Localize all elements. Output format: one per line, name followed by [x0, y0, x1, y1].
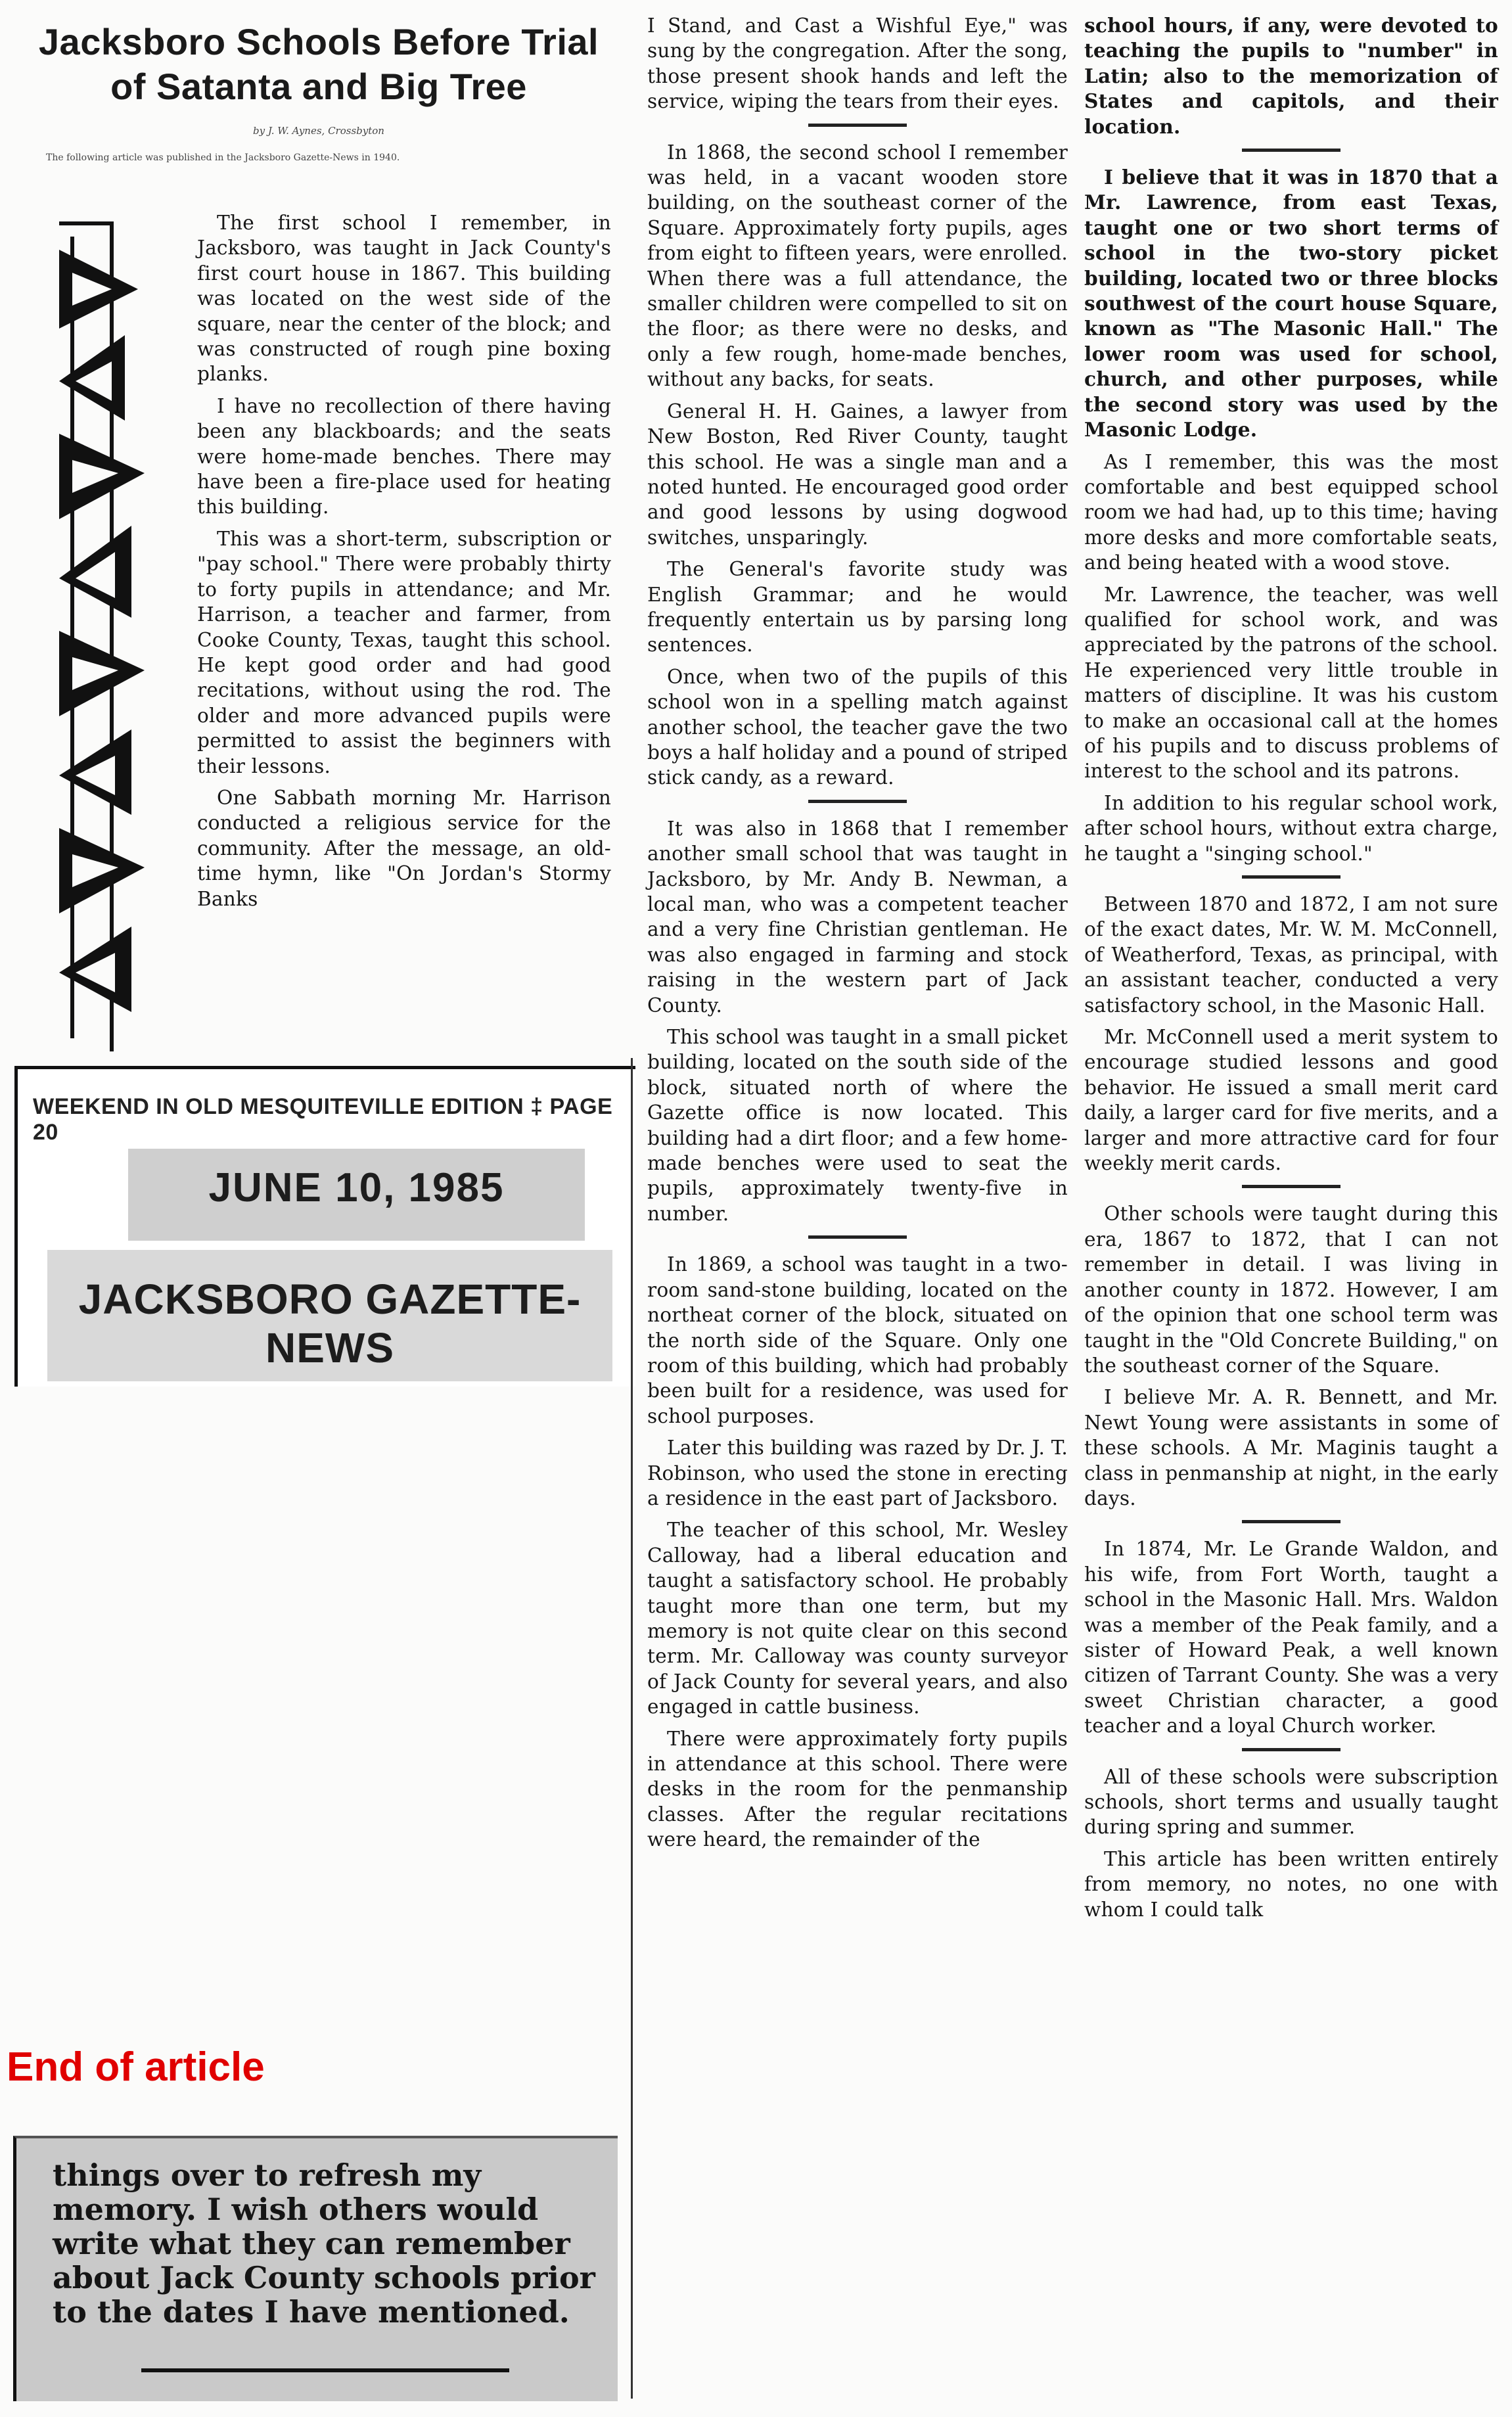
paragraph: I have no recollection of there having been any blackboards; and the seats were home-made benches. There may have been a fire-place used for heating this building.	[197, 394, 611, 518]
paragraph: In addition to his regular school work, after school hours, without extra charge, he taught a "singing school."	[1084, 791, 1498, 865]
section-rule	[808, 124, 907, 127]
clipping-paper-name: JACKSBORO GAZETTE-NEWS	[78, 1276, 582, 1371]
paragraph: Once, when two of the pupils of this school won in a spelling match against another school, the teacher gave the two boys a half holiday and a pound of striped stick candy, as a reward.	[647, 665, 1068, 789]
section-rule	[808, 1235, 907, 1239]
section-rule	[1242, 1185, 1340, 1188]
paragraph: Mr. McConnell used a merit system to encourage studied lessons and good behavior. He issued a small merit card daily, a larger card for five merits, and a larger and more attractive card for four weekly merit cards.	[1084, 1026, 1498, 1175]
article-byline: by J. W. Aynes, Crossbyton	[253, 125, 384, 137]
paragraph: It was also in 1868 that I remember another small school that was taught in Jacksboro, by Mr. Andy B. Newman, a local man, who was a competent teacher and a very fine Christian gentleman. He was also engaged in farming and stock raising in the western part of Jack County.	[647, 817, 1068, 1017]
end-clipping-rule	[141, 2368, 509, 2372]
section-rule	[808, 800, 907, 803]
clipping-date: JUNE 10, 1985	[208, 1165, 505, 1210]
section-rule	[1242, 149, 1340, 152]
end-of-article-clipping	[13, 2136, 618, 2401]
decorative-border-graphic	[33, 210, 191, 1058]
paragraph: This school was taught in a small picket building, located on the south side of the block, situated north of where the Gazette office is now located. This building had a dirt floor; and a few home-made benches were used to seat the pupils, approximately twenty-five in number.	[647, 1026, 1068, 1225]
paragraph: Mr. Lawrence, the teacher, was well qualified for school work, and was appreciated by the patrons of the school. He experienced very little trouble in matters of discipline. It was his custom to make an occasional call at the homes of his pupils and to discuss problems of interest to the school and its patrons.	[1084, 583, 1498, 783]
section-rule	[1242, 1748, 1340, 1751]
column-1	[197, 210, 611, 918]
paragraph: General H. H. Gaines, a lawyer from New Boston, Red River County, taught this school. He was a single man and a noted hunted. He encouraged good order and good lessons by using dogwood switches, unsparingly.	[647, 400, 1068, 549]
paragraph: In 1868, the second school I remember was held, in a vacant wooden store building, on the southeast corner of the Square. Approximately forty pupils, ages from eight to fifteen years, were enrolled. When there was a full attendance, the smaller children were compelled to sit on the floor; as there were no desks, and only a few rough, home-made benches, without any backs, for seats.	[647, 141, 1068, 391]
section-rule	[1242, 1520, 1340, 1523]
paragraph: In 1874, Mr. Le Grande Waldon, and his wife, from Fort Worth, taught a school in the Masonic Hall. Mrs. Waldon was a member of the Peak family, and a sister of Howard Peak, a well known citizen of Tarrant County. She was a very sweet Christian character, a good teacher and a loyal Church worker.	[1084, 1538, 1498, 1738]
clipping-edition-line: WEEKEND IN OLD MESQUITEVILLE EDITION ‡ PAGE 20	[33, 1094, 613, 1145]
section-rule	[1242, 875, 1340, 879]
article-headline: Jacksboro Schools Before Trial of Satanta and Big Tree	[38, 21, 599, 107]
paragraph: This article has been written entirely from memory, no notes, no one with whom I could talk	[1084, 1847, 1498, 1921]
paragraph: I believe Mr. A. R. Bennett, and Mr. Newt Young were assistants in some of these schools. A Mr. Maginis taught a class in penmanship at night, in the early days.	[1084, 1386, 1498, 1509]
paragraph: The General's favorite study was English Grammar; and he would frequently entertain us by parsing long sentences.	[647, 558, 1068, 656]
article-intro-note: The following article was published in the Jacksboro Gazette-News in 1940.	[46, 152, 400, 163]
paragraph: As I remember, this was the most comfortable and best equipped school room we had had, up to this time; having more desks and more comfortable seats, and being heated with a wood stove.	[1084, 450, 1498, 574]
column-2	[647, 13, 1068, 1859]
paragraph: I believe that it was in 1870 that a Mr. Lawrence, from east Texas, taught one or two short terms of school in the two-story picket building, located two or three blocks southwest of the court house Square, known as "The Masonic Hall." The lower room was used for school, church, and other purposes, while the second story was used by the Masonic Lodge.	[1084, 166, 1498, 442]
paragraph: All of these schools were subscription schools, short terms and usually taught during spring and summer.	[1084, 1765, 1498, 1839]
paragraph: I Stand, and Cast a Wishful Eye," was sung by the congregation. After the song, those present shook hands and left the service, wiping the tears from their eyes.	[647, 14, 1068, 113]
end-clipping-text: things over to refresh my memory. I wish others would write what they can remember about Jack County schools prior to the dates I have mentioned.	[53, 2157, 595, 2330]
end-of-article-label: End of article	[7, 2044, 265, 2090]
paragraph: This was a short-term, subscription or "pay school." There were probably thirty to forty pupils in attendance; and Mr. Harrison, a teacher and farmer, from Cooke County, Texas, taught this school. He kept good order and had good recitations, without using the rod. The older and more advanced pupils were permitted to assist the beginners with their lessons.	[197, 527, 611, 777]
paragraph: Between 1870 and 1872, I am not sure of the exact dates, Mr. W. M. McConnell, of Weatherford, Texas, as principal, with an assistant teacher, conducted a very satisfactory school, in the Masonic Hall.	[1084, 893, 1498, 1017]
paragraph: Other schools were taught during this era, 1867 to 1872, that I can not remember in detail. I was living in another county in 1872. However, I am of the opinion that one school term was taught in the "Old Concrete Building," on the southeast corner of the Square.	[1084, 1203, 1498, 1377]
paragraph: There were approximately forty pupils in attendance at this school. There were desks in the room for the penmanship classes. After the regular recitations were heard, the remainder of the	[647, 1727, 1068, 1851]
paragraph: In 1869, a school was taught in a two-room sand-stone building, located on the northeat corner of the block, situated on the north side of the Square. Only one room of this building, which had probably been built for a residence, was used for school purposes.	[647, 1253, 1068, 1427]
paragraph: school hours, if any, were devoted to teaching the pupils to "number" in Latin; also to the memorization of States and capitols, and their location.	[1084, 14, 1498, 138]
column-3	[1084, 13, 1498, 1929]
paragraph: The first school I remember, in Jacksboro, was taught in Jack County's first court house in 1867. This building was located on the west side of the square, near the center of the block; and was constructed of rough pine boxing planks.	[197, 212, 611, 386]
paragraph: Later this building was razed by Dr. J. T. Robinson, who used the stone in erecting a residence in the east part of Jacksboro.	[647, 1437, 1068, 1509]
paragraph: One Sabbath morning Mr. Harrison conducted a religious service for the community. After the message, an old-time hymn, like "On Jordan's Stormy Banks	[197, 786, 611, 910]
paragraph: The teacher of this school, Mr. Wesley Calloway, had a liberal education and taught a satisfactory school. He probably taught more than one term, but my memory is not quite clear on this second term. Mr. Calloway was county surveyor of Jack County for several years, and also engaged in cattle business.	[647, 1519, 1068, 1718]
column-divider	[631, 1058, 633, 2399]
